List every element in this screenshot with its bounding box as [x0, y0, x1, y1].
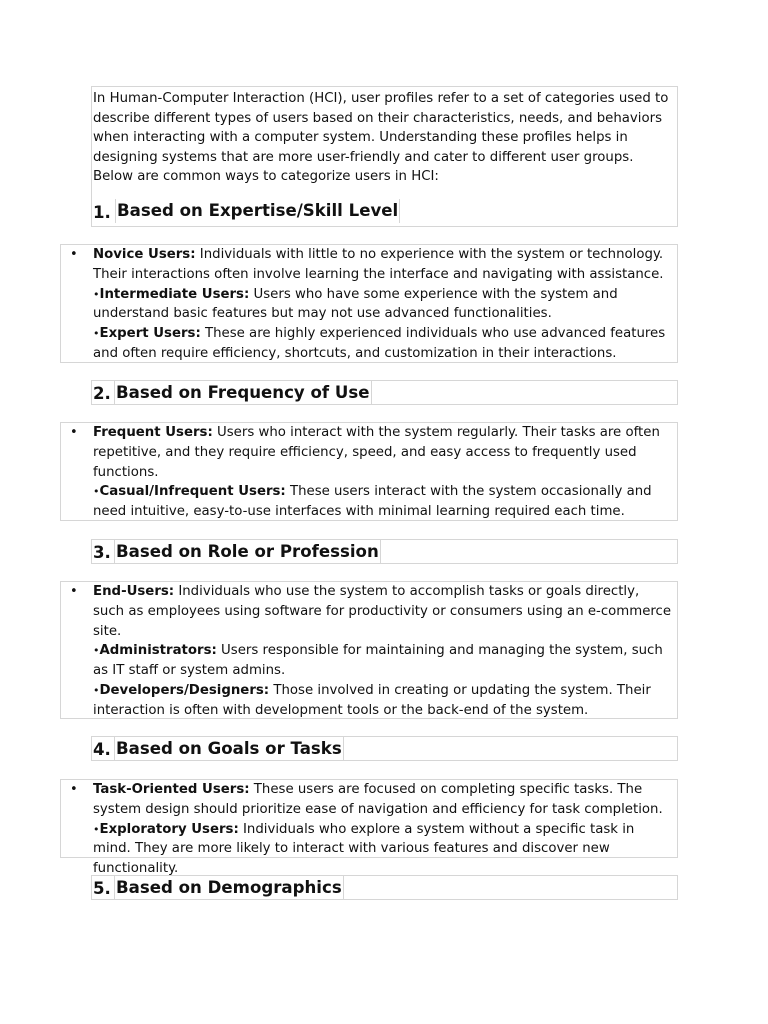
item-desc: Users who have some experience with the system and understand basic features but may not use advanced functionalities.: [93, 286, 618, 322]
list-item: [93, 423, 673, 482]
heading-text: Based on Role or Profession: [116, 542, 379, 561]
heading-number: 3.: [93, 543, 111, 562]
bullet-icon: •: [93, 485, 100, 499]
list-item: [93, 582, 673, 641]
item-desc: Users who interact with the system regularly. Their tasks are often repetitive, and they require efficiency, speed, and easy access to frequently used functions.: [93, 425, 660, 480]
bullet-icon: •: [70, 247, 78, 262]
bullet-icon: •: [70, 782, 78, 797]
heading-goals: [91, 736, 678, 761]
bullet-icon: •: [70, 425, 78, 440]
list-item: [93, 482, 673, 522]
bullet-icon: •: [93, 327, 100, 341]
heading-number: 5.: [93, 879, 111, 898]
bullet-icon: •: [93, 644, 100, 658]
heading-expertise: [93, 199, 676, 223]
item-term: End-Users:: [93, 584, 175, 599]
list-goals: [60, 779, 678, 877]
item-term: Task-Oriented Users:: [93, 782, 250, 797]
heading-text: Based on Frequency of Use: [116, 383, 370, 402]
item-term: Novice Users:: [93, 247, 196, 262]
item-desc: These users interact with the system occasionally and need intuitive, easy-to-use interfaces with minimal learning required each time.: [93, 484, 652, 520]
item-desc: These users are focused on completing specific tasks. The system design should prioritize ease of navigation and efficiency for task completion.: [93, 782, 663, 817]
heading-number: 4.: [93, 740, 111, 759]
list-frequency: [60, 422, 678, 521]
heading-text: Based on Demographics: [116, 878, 342, 897]
list-expertise: [60, 244, 678, 363]
item-term: Administrators:: [99, 643, 217, 659]
bullet-icon: •: [93, 822, 100, 836]
intro-block: [91, 86, 678, 227]
bullet-icon: •: [93, 683, 100, 697]
list-item: [93, 324, 673, 364]
item-desc: Users responsible for maintaining and managing the system, such as IT staff or system admins.: [93, 643, 663, 679]
item-desc: Those involved in creating or updating the system. Their interaction is often with development tools or the back-end of the system.: [93, 682, 651, 718]
item-desc: These are highly experienced individuals who use advanced features and often require efficiency, shortcuts, and customization in their interactions.: [93, 326, 666, 361]
list-item: [93, 820, 673, 879]
list-item: [93, 641, 673, 681]
item-term: Intermediate Users:: [99, 286, 250, 302]
list-item: [93, 780, 673, 820]
item-term: Developers/Designers:: [99, 682, 270, 698]
list-item: [93, 245, 673, 285]
heading-role: [91, 539, 678, 564]
bullet-icon: •: [93, 287, 100, 301]
heading-frequency: [91, 380, 678, 405]
item-term: Frequent Users:: [93, 425, 213, 440]
heading-number: 2.: [93, 384, 111, 403]
heading-text: Based on Goals or Tasks: [116, 739, 342, 758]
item-term: Exploratory Users:: [99, 821, 239, 837]
bullet-icon: •: [70, 584, 78, 599]
intro-paragraph: In Human-Computer Interaction (HCI), user profiles refer to a set of categories used to describe different types of users based on their characteristics, needs, and behaviors when interacting with a computer system. Understanding these profiles helps in designing systems that are more user-friendly and cater to different user groups. Below are common ways to categorize users in HCI:: [93, 91, 669, 185]
item-term: Casual/Infrequent Users:: [99, 484, 286, 500]
list-item: [93, 285, 673, 325]
item-term: Expert Users:: [99, 326, 201, 342]
item-desc: Individuals who explore a system without a specific task in mind. They are more likely to interact with various features and discover new functionality.: [93, 821, 635, 877]
heading-number: 1.: [93, 202, 111, 222]
list-item: [93, 681, 673, 721]
heading-demographics: [91, 875, 678, 900]
list-role: [60, 581, 678, 719]
item-desc: Individuals who use the system to accomplish tasks or goals directly, such as employees using software for productivity or consumers using an e-commerce site.: [93, 584, 672, 639]
item-desc: Individuals with little to no experience with the system or technology. Their interactions often involve learning the interface and navigating with assistance.: [93, 247, 664, 282]
heading-text: Based on Expertise/Skill Level: [115, 199, 400, 223]
